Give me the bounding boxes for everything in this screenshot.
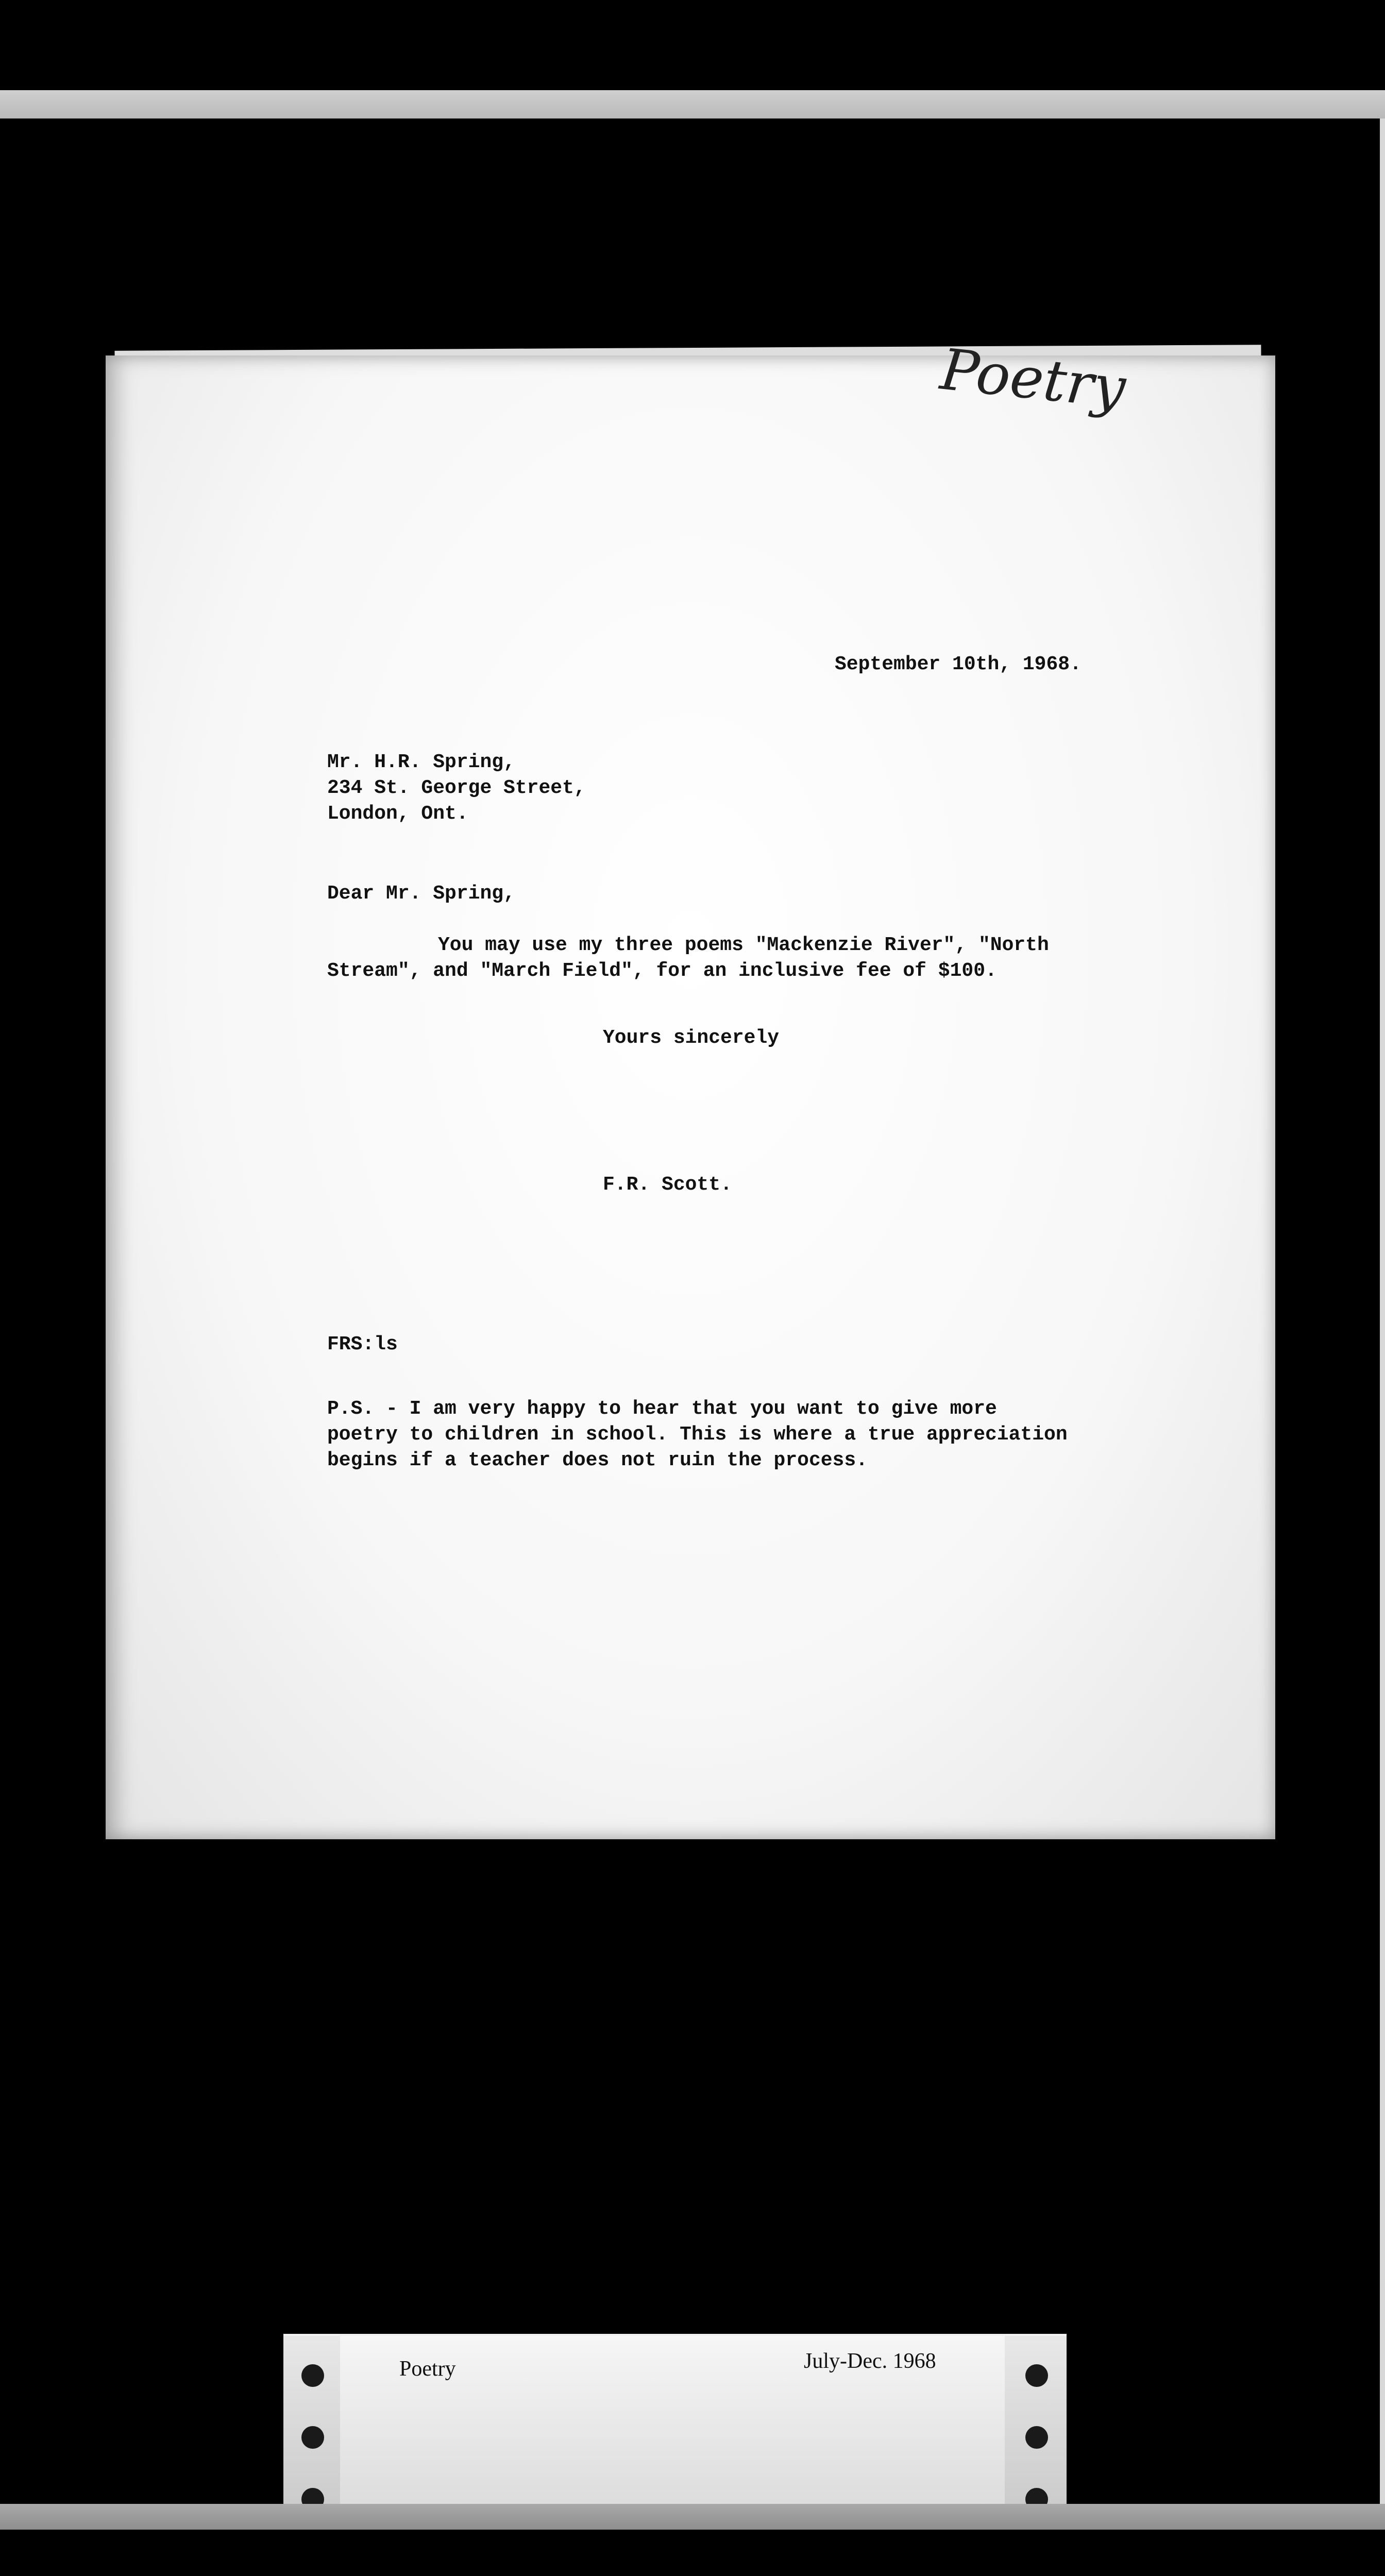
letter-date: September 10th, 1968. (835, 653, 1082, 675)
signature: F.R. Scott. (603, 1174, 732, 1196)
file-label-face (340, 2336, 1005, 2521)
postscript-line: poetry to children in school. This is where a true appreciation (327, 1423, 1068, 1446)
film-frame-top-strip (0, 90, 1385, 118)
address-line: Mr. H.R. Spring, (327, 751, 515, 773)
postscript-line: begins if a teacher does not ruin the process. (327, 1449, 868, 1471)
letter-body (327, 933, 1203, 984)
handwritten-annotation: Poetry (937, 336, 1129, 421)
postscript-line: P.S. - I am very happy to hear that you want to give more (327, 1398, 997, 1420)
punch-hole-icon (1025, 2364, 1048, 2387)
punch-hole-icon (1025, 2426, 1048, 2449)
salutation: Dear Mr. Spring, (327, 883, 515, 905)
closing: Yours sincerely (603, 1027, 780, 1049)
address-line: 234 St. George Street, (327, 777, 586, 799)
body-line: You may use my three poems "Mackenzie River", "North (438, 934, 1049, 956)
file-label-card (283, 2334, 1067, 2521)
body-line: Stream", and "March Field", for an inclusive fee of $100. (327, 960, 997, 982)
file-label-subject: Poetry (399, 2357, 456, 2381)
recipient-address (327, 750, 586, 827)
typist-initials: FRS:ls (327, 1333, 398, 1355)
postscript (327, 1396, 1068, 1473)
film-frame-right-edge (1380, 118, 1385, 2504)
punch-hole-icon (301, 2426, 324, 2449)
address-line: London, Ont. (327, 803, 468, 825)
file-label-date-range: July-Dec. 1968 (804, 2349, 936, 2373)
letter-page (106, 336, 1275, 1839)
punch-hole-icon (301, 2364, 324, 2387)
film-frame-bottom-strip (0, 2504, 1385, 2530)
